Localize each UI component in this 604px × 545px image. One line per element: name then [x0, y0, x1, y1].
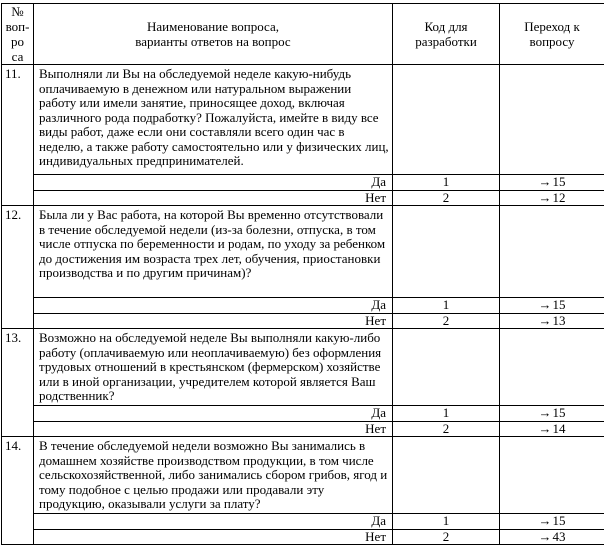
question-row [2, 437, 604, 514]
answer-row-no [2, 190, 604, 206]
arrow-right-icon: → [539, 297, 552, 312]
goto-value: 12 [553, 190, 566, 205]
header-number-line: са [2, 49, 33, 64]
question-text: Выполняли ли Вы на обследуемой неделе какую-нибудь оплачиваемую в денежном или натуральном выражении работу или имели занятие, приносящее доход, включая различного рода подработку? Пожалуйста, имейте в виду все виды работ, даже если они составляли всего один час в неделю, а также работу самостоятельно или у физических лиц, индивидуальных предпринимателей. [34, 65, 393, 175]
header-question-line: Наименование вопроса, [34, 19, 392, 34]
goto-value: 15 [553, 513, 566, 528]
header-row [2, 4, 604, 65]
question-number: 14. [2, 437, 34, 545]
answer-row-yes [2, 175, 604, 191]
goto-value: 15 [553, 405, 566, 420]
header-question [34, 4, 393, 65]
answer-goto [500, 514, 604, 530]
arrow-right-icon: → [539, 529, 552, 544]
answer-goto [500, 529, 604, 545]
arrow-right-icon: → [539, 190, 552, 205]
answer-code: 1 [393, 175, 500, 191]
header-code [393, 4, 500, 65]
goto-value: 43 [553, 529, 566, 544]
answer-label: Нет [34, 421, 393, 437]
arrow-right-icon: → [539, 405, 552, 420]
question-number: 11. [2, 65, 34, 206]
answer-code: 1 [393, 514, 500, 530]
answer-label: Да [34, 298, 393, 314]
code-cell [393, 206, 500, 298]
question-row [2, 206, 604, 298]
goto-value: 15 [553, 174, 566, 189]
answer-code: 1 [393, 298, 500, 314]
arrow-right-icon: → [539, 174, 552, 189]
arrow-right-icon: → [539, 421, 552, 436]
code-cell [393, 437, 500, 514]
question-text: Возможно на обследуемой неделе Вы выполняли какую-либо работу (оплачиваемую или неоплачиваемую) без оформления трудовых отношений в крестьянском (фермерском) хозяйстве или в иной организации, учредителем которой является Ваш родственник? [34, 329, 393, 406]
goto-value: 13 [553, 313, 566, 328]
answer-label: Да [34, 514, 393, 530]
header-number-line: ро [2, 34, 33, 49]
answer-code: 2 [393, 421, 500, 437]
answer-row-yes [2, 298, 604, 314]
answer-label: Нет [34, 190, 393, 206]
question-text: В течение обследуемой недели возможно Вы занимались в домашнем хозяйстве производством продукции, в том числе сельскохозяйственной, либо занимались сбором грибов, ягод и тому подобное с целью продажи или продавали эту продукцию, оказывали услуги за плату? [34, 437, 393, 514]
questionnaire-table [1, 3, 604, 545]
header-code-line: Код для [393, 19, 499, 34]
answer-label: Да [34, 406, 393, 422]
header-goto [500, 4, 604, 65]
goto-cell [500, 65, 604, 175]
answer-row-no [2, 529, 604, 545]
header-number [2, 4, 34, 65]
answer-code: 2 [393, 190, 500, 206]
question-text: Была ли у Вас работа, на которой Вы временно отсутствовали в течение обследуемой недели (из-за болезни, отпуска, в том числе отпуска по беременности и родам, по уходу за ребенком до достижения им возраста трех лет, обучения, приостановки производства и по другим причинам)? [34, 206, 393, 298]
question-row [2, 65, 604, 175]
goto-cell [500, 437, 604, 514]
answer-goto [500, 313, 604, 329]
goto-value: 15 [553, 297, 566, 312]
answer-label: Да [34, 175, 393, 191]
header-goto-line: вопросу [500, 34, 604, 49]
code-cell [393, 329, 500, 406]
question-number: 12. [2, 206, 34, 329]
answer-code: 1 [393, 406, 500, 422]
answer-goto [500, 406, 604, 422]
answer-label: Нет [34, 529, 393, 545]
arrow-right-icon: → [539, 313, 552, 328]
header-number-line: воп- [2, 19, 33, 34]
answer-row-no [2, 313, 604, 329]
goto-cell [500, 206, 604, 298]
arrow-right-icon: → [539, 513, 552, 528]
answer-row-no [2, 421, 604, 437]
header-number-line: № [2, 4, 33, 19]
answer-row-yes [2, 406, 604, 422]
goto-value: 14 [553, 421, 566, 436]
answer-goto [500, 298, 604, 314]
answer-row-yes [2, 514, 604, 530]
answer-goto [500, 175, 604, 191]
goto-cell [500, 329, 604, 406]
header-question-line: варианты ответов на вопрос [34, 34, 392, 49]
answer-goto [500, 421, 604, 437]
answer-code: 2 [393, 529, 500, 545]
answer-goto [500, 190, 604, 206]
question-row [2, 329, 604, 406]
answer-code: 2 [393, 313, 500, 329]
question-number: 13. [2, 329, 34, 437]
code-cell [393, 65, 500, 175]
header-goto-line: Переход к [500, 19, 604, 34]
answer-label: Нет [34, 313, 393, 329]
header-code-line: разработки [393, 34, 499, 49]
